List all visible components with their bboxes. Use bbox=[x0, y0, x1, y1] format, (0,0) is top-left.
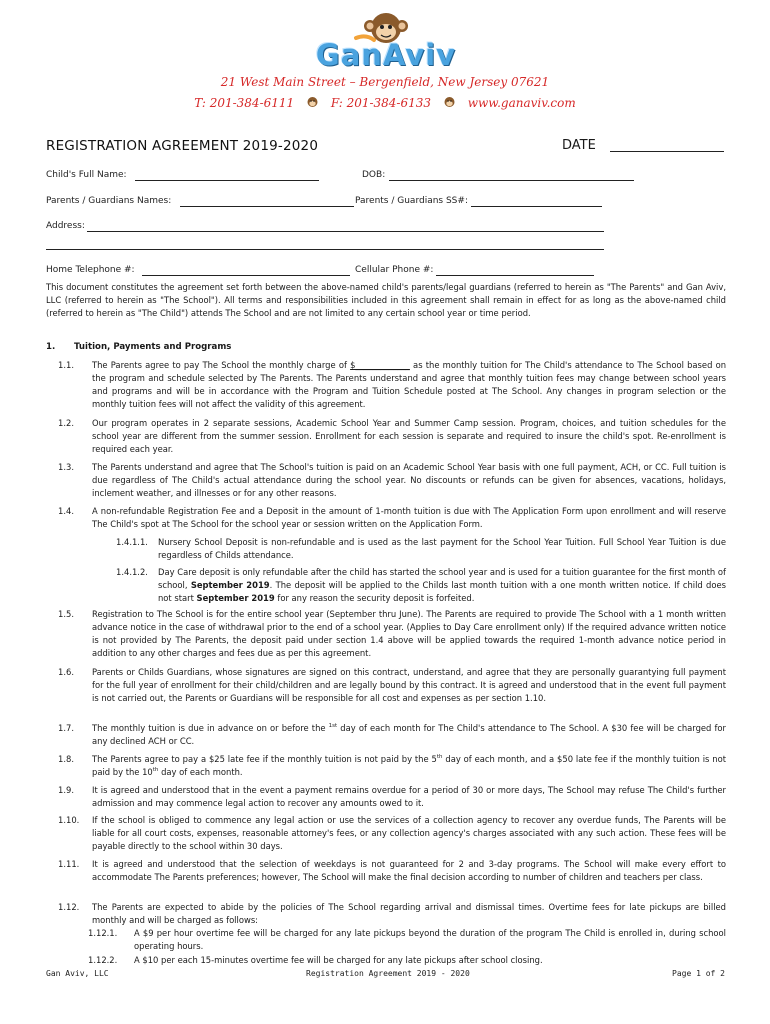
clause-text: Nursery School Deposit is non-refundable and is used as the last payment for the School Year Tuition. Full School Year Tuition is due regardless of Childs attendance. bbox=[158, 537, 726, 560]
logo bbox=[296, 8, 476, 74]
clause-number: 1.12. bbox=[58, 902, 80, 912]
clause-text: The Parents agree to pay The School the monthly charge of $_____________ as the monthly tuition for The Child's attendance to The School based on the program and schedule selected by The Parents. The Parents understand and agree that monthly tuition fees may change between school years and programs and will be in accordance with the Program and Tuition Schedule posted at The School. Any changes in program selection or the monthly tuition fees will not affect the validity of this agreement. bbox=[92, 360, 727, 409]
child-name-field[interactable] bbox=[135, 180, 319, 181]
footer-company: Gan Aviv, LLC bbox=[46, 969, 109, 978]
clause-number: 1.2. bbox=[58, 418, 74, 428]
clause-text: It is agreed and understood that the selection of weekdays is not guaranteed for 2 and 3-day programs. The School will make every effort to accommodate The Parents preferences; however, The School will make the final decision according to number of children and teachers per class. bbox=[92, 859, 726, 882]
dob-label: DOB: bbox=[362, 170, 386, 180]
monkey-face-icon bbox=[306, 96, 319, 108]
home-phone-label: Home Telephone #: bbox=[46, 265, 135, 275]
clause-text: The Parents agree to pay a $25 late fee if the monthly tuition is not paid by the 5th day of each month, and a $50 late fee if the monthly tuition is not paid by the 10th day of each month. bbox=[92, 754, 727, 777]
clause-text: It is agreed and understood that in the event a payment remains overdue for a period of 30 or more days, The School may refuse The Child's further admission and may commence legal action to recover any amounts owed to it. bbox=[92, 785, 726, 808]
section-number: 1. bbox=[46, 342, 56, 352]
clause-text: Our program operates in 2 separate sessions, Academic School Year and Summer Camp session. Program, choices, and tuition schedules for the school year are different from the summer session. Enrollment for each session is separate and required to insure the child's spot. Re-enrollment is required each year. bbox=[92, 418, 726, 454]
clause-text: Parents or Childs Guardians, whose signatures are signed on this contract, understand, and agree that they are personally guarantying full payment for the full year of enrollment for their child/children and are legally bound by this contract. It is agreed and understood that in the event full payment is not carried out, the Parents or Guardians will be responsible for all cost and expenses as per section 1.10. bbox=[92, 667, 726, 703]
clause-number: 1.4. bbox=[58, 506, 74, 516]
clause-text: A $9 per hour overtime fee will be charged for any late pickups beyond the duration of the program The Child is enrolled in, during school operating hours. bbox=[134, 928, 726, 951]
footer-page-number: Page 1 of 2 bbox=[672, 969, 725, 978]
clause-text: The Parents are expected to abide by the policies of The School regarding arrival and dismissal times. Overtime fees for late pickups are billed monthly and will be charged as follows: bbox=[92, 902, 726, 925]
address-field-line-2[interactable] bbox=[46, 249, 604, 250]
intro-paragraph: This document constitutes the agreement set forth between the above-named child's parents/legal guardians (referred to herein as "The Parents" and Gan Aviv, LLC (referred to herein as "The School"). All terms and responsibilities included in this agreement shall remain in effect for as long as the above-named child (referred to herein as "The Child") attends The School and are not limited to any certain school year or time period. bbox=[46, 282, 726, 318]
home-phone-field[interactable] bbox=[142, 275, 350, 276]
clause-number: 1.6. bbox=[58, 667, 74, 677]
clause-text: Day Care deposit is only refundable after the child has started the school year and is used for a tuition guarantee for the first month of school, September 2019. The deposit will be applied to the Childs last month tuition with a one month written notice. If child does not start September 2019 for any reason the security deposit is forfeited. bbox=[158, 567, 726, 603]
clause-text: A $10 per each 15-minutes overtime fee will be charged for any late pickups after school closing. bbox=[134, 955, 543, 965]
dob-field[interactable] bbox=[389, 180, 634, 181]
clause-text: The Parents understand and agree that The School's tuition is paid on an Academic School Year basis with one full payment, ACH, or CC. Full tuition is due regardless of The Child's actual attendance during the school year. No discounts or refunds can be given for absences, vacations, holidays, inclement weather, and illnesses or for any other reasons. bbox=[92, 462, 726, 498]
clause-number: 1.8. bbox=[58, 754, 74, 764]
section-title: Tuition, Payments and Programs bbox=[74, 342, 232, 352]
child-name-label: Child's Full Name: bbox=[46, 170, 127, 180]
clause-text: The monthly tuition is due in advance on or before the $^{1st}$ day of each month for The Child's attendance to The School. A $30 fee will be charged for any declined ACH or CC. bbox=[92, 723, 726, 746]
address-field[interactable] bbox=[87, 231, 604, 232]
clause-number: 1.7. bbox=[58, 723, 74, 733]
guardian-ssn-label: Parents / Guardians SS#: bbox=[355, 196, 468, 206]
clause-text: If the school is obliged to commence any legal action or use the services of a collection agency to recover any overdue funds, The Parents will be liable for all court costs, expenses, reasonable attorney's fees, or any collection agency's charges associated with any such action. These fees will be payable directly to the school within 30 days. bbox=[92, 815, 726, 851]
page-title: REGISTRATION AGREEMENT 2019-2020 bbox=[46, 138, 319, 154]
guardian-ssn-field[interactable] bbox=[471, 206, 602, 207]
clause-number: 1.12.1. bbox=[88, 928, 118, 938]
cell-phone-label: Cellular Phone #: bbox=[355, 265, 434, 275]
guardian-names-field[interactable] bbox=[180, 206, 354, 207]
tuition-amount-field[interactable]: $_____________ bbox=[350, 360, 410, 370]
fax-number: F: 201-384-6133 bbox=[330, 96, 432, 110]
logo-wordmark: GanAviv bbox=[315, 38, 457, 72]
clause-number: 1.1. bbox=[58, 360, 74, 370]
clause-number: 1.4.1.1. bbox=[116, 537, 148, 547]
contact-line bbox=[0, 96, 770, 110]
date-field[interactable] bbox=[610, 151, 724, 152]
address-label: Address: bbox=[46, 221, 85, 231]
clause-text: Registration to The School is for the entire school year (September thru June). The Parents are required to provide The School with a 1 month written advance notice in the case of withdrawal prior to the end of a school year. (Applies to Day Care enrollment only) If the required advance written notice is not provided by The Parents, the deposit paid under section 1.4 above will be applied towards the required 1-month advance notice period in addition to any other charges and fees due as per this agreement. bbox=[92, 609, 726, 658]
clause-number: 1.10. bbox=[58, 815, 80, 825]
section-heading bbox=[46, 342, 231, 352]
cell-phone-field[interactable] bbox=[436, 275, 594, 276]
date-label: DATE bbox=[562, 138, 596, 153]
school-address: 21 West Main Street – Bergenfield, New Jersey 07621 bbox=[220, 75, 550, 89]
clause-number: 1.11. bbox=[58, 859, 80, 869]
phone-number: T: 201-384-6111 bbox=[194, 96, 295, 110]
website-link[interactable]: www.ganaviv.com bbox=[467, 96, 576, 110]
clause-number: 1.3. bbox=[58, 462, 74, 472]
clause-number: 1.9. bbox=[58, 785, 74, 795]
clause-number: 1.4.1.2. bbox=[116, 567, 148, 577]
clause-number: 1.5. bbox=[58, 609, 74, 619]
guardian-names-label: Parents / Guardians Names: bbox=[46, 196, 172, 206]
clause-number: 1.12.2. bbox=[88, 955, 118, 965]
footer-title: Registration Agreement 2019 - 2020 bbox=[306, 969, 470, 978]
clause-text: A non-refundable Registration Fee and a Deposit in the amount of 1-month tuition is due with The Application Form upon enrollment and will reserve The Child's spot at The School for the school year or session written on the Application Form. bbox=[92, 506, 726, 529]
monkey-face-icon bbox=[443, 96, 456, 108]
